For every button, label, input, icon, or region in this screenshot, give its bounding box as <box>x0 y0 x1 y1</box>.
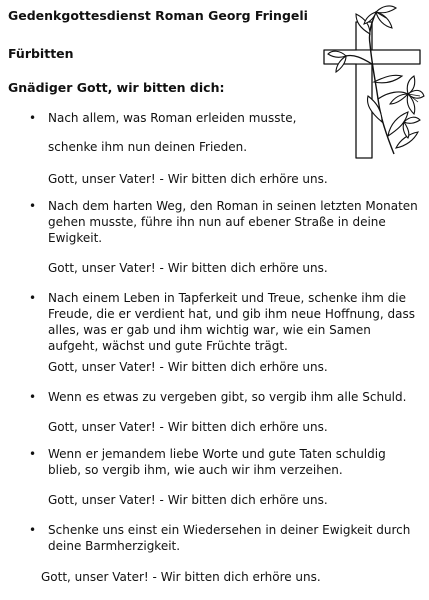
bullet-icon: • <box>29 523 37 537</box>
petition-text: Schenke uns einst ein Wiedersehen in deiner Ewigkeit durch deine Barmherzigkeit. <box>48 523 411 553</box>
petition-response: Gott, unser Vater! - Wir bitten dich erhöre uns. <box>48 172 328 186</box>
petition-response: Gott, unser Vater! - Wir bitten dich erhöre uns. <box>48 493 328 507</box>
petition-response: Gott, unser Vater! - Wir bitten dich erhöre uns. <box>48 420 328 434</box>
bullet-icon: • <box>29 291 37 305</box>
bullet-icon: • <box>29 447 37 461</box>
bullet-icon: • <box>29 111 37 125</box>
petition-text: Nach dem harten Weg, den Roman in seinen letzten Monaten gehen musste, führe ihn nun auf ebener Straße in deine Ewigkeit. <box>48 199 418 245</box>
petition-response: Gott, unser Vater! - Wir bitten dich erhöre uns. <box>48 360 328 374</box>
bullet-icon: • <box>29 199 37 213</box>
document-title: Gedenkgottesdienst Roman Georg Fringeli <box>8 8 308 23</box>
petition-text: Nach einem Leben in Tapferkeit und Treue, schenke ihm die Freude, die er verdient hat, und gib ihm neue Hoffnung, dass alles, was er gab und ihm wichtig war, wie ein Samen aufgeht, wächst und gute Früchte trägt. <box>48 291 415 353</box>
section-heading: Fürbitten <box>8 46 74 61</box>
invocation-line: Gnädiger Gott, wir bitten dich: <box>8 80 225 95</box>
petition-response: Gott, unser Vater! - Wir bitten dich erhöre uns. <box>41 570 321 584</box>
bullet-icon: • <box>29 390 37 404</box>
petition-text: Wenn er jemandem liebe Worte und gute Taten schuldig blieb, so vergib ihm, wie auch wir ihm verzeihen. <box>48 447 386 477</box>
petition-text: schenke ihm nun deinen Frieden. <box>48 140 248 154</box>
petition-text: Nach allem, was Roman erleiden musste, <box>48 111 297 125</box>
petition-response: Gott, unser Vater! - Wir bitten dich erhöre uns. <box>48 261 328 275</box>
petition-text: Wenn es etwas zu vergeben gibt, so vergib ihm alle Schuld. <box>48 390 407 404</box>
